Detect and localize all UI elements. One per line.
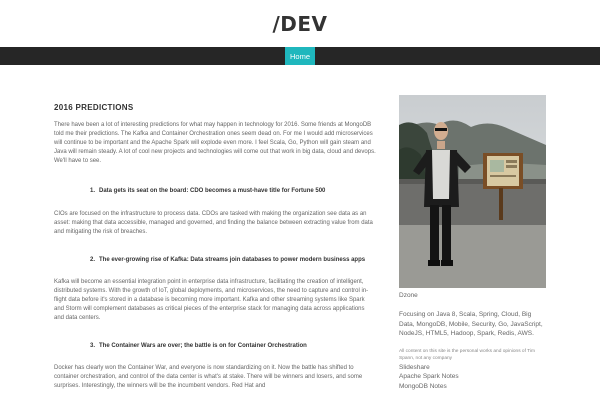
site-header (0, 0, 600, 47)
prediction-heading-2 (90, 256, 376, 265)
author-photo[interactable] (399, 95, 546, 288)
site-title[interactable]: /DEV (272, 11, 328, 36)
sidebar-link-slideshare[interactable]: Slideshare (399, 363, 430, 371)
list-heading-text: Data gets its seat on the board: CDO becomes a must-have title for Fortune 500 (99, 188, 326, 194)
sidebar-link-spark-notes[interactable]: Apache Spark Notes (399, 373, 459, 380)
post-content (54, 100, 376, 391)
disclaimer-text: All content on this site is the personal works and opinions of Tim Spann, not any company (399, 348, 535, 361)
author-bio: Focusing on Java 8, Scala, Spring, Cloud, Big Data, MongoDB, Mobile, Security, Go, JavaScript, NodeJS, HTML5, Hadoop, Spark, Redis, AWS. (399, 311, 543, 337)
prediction-body-3: Docker has clearly won the Container War, and everyone is now standardizing on it. Now the battle has shifted to container orchestration, and control of the data center is what's at stake. There will be winners and losers, and some surprises. Interestingly, the winners will be the incumbent vendors. Red Hat and (54, 365, 363, 389)
prediction-heading-1 (90, 187, 376, 196)
prediction-body-2: Kafka will become an essential integration point in enterprise data infrastructure, facilitating the creation of intelligent, distributed systems. With the growth of IoT, global deployments, and microservices, the need to capture and control in-flight data before it's stored in a database is becoming more important. Kafka and other streaming systems like Spark and Storm will complement databases as critical pieces of the enterprise stack for managing data across applications and data centers. (54, 279, 369, 321)
main-navigation (0, 47, 600, 65)
photo-caption: Dzone (399, 292, 418, 299)
list-number: 2. (90, 257, 96, 263)
list-number: 3. (90, 343, 96, 349)
nav-item-home[interactable]: Home (285, 47, 315, 65)
list-heading-text: The Container Wars are over; the battle is on for Container Orchestration (99, 343, 307, 349)
post-title: 2016 PREDICTIONS (54, 103, 134, 112)
sidebar-link-mongodb-notes[interactable]: MongoDB Notes (399, 382, 447, 390)
prediction-heading-3 (90, 342, 376, 351)
list-heading-text: The ever-growing rise of Kafka: Data streams join databases to power modern business apps (99, 257, 366, 263)
sidebar (399, 95, 546, 391)
prediction-body-1: CIOs are focused on the infrastructure to process data. CDOs are tasked with making the organization see data as an asset: making that data accessible, managed and governed, and finding the balance between extracting value from data and mitigating the risk of breaches. (54, 211, 373, 235)
list-number: 1. (90, 188, 96, 194)
post-intro: There have been a lot of interesting predictions for what may happen in technology for 2016. Some friends at MongoDB told me their predictions. The Kafka and Container Orchestration ones seem dead on. For me I would add microservices will continue to be important and the Apache Spark will explode even more. I feel Scala, Go, Python will gain steam and Java will remain steady. A lot of cool new projects and technologies will come out that work in big data, cloud and devops. We'll have to see. (54, 122, 376, 164)
